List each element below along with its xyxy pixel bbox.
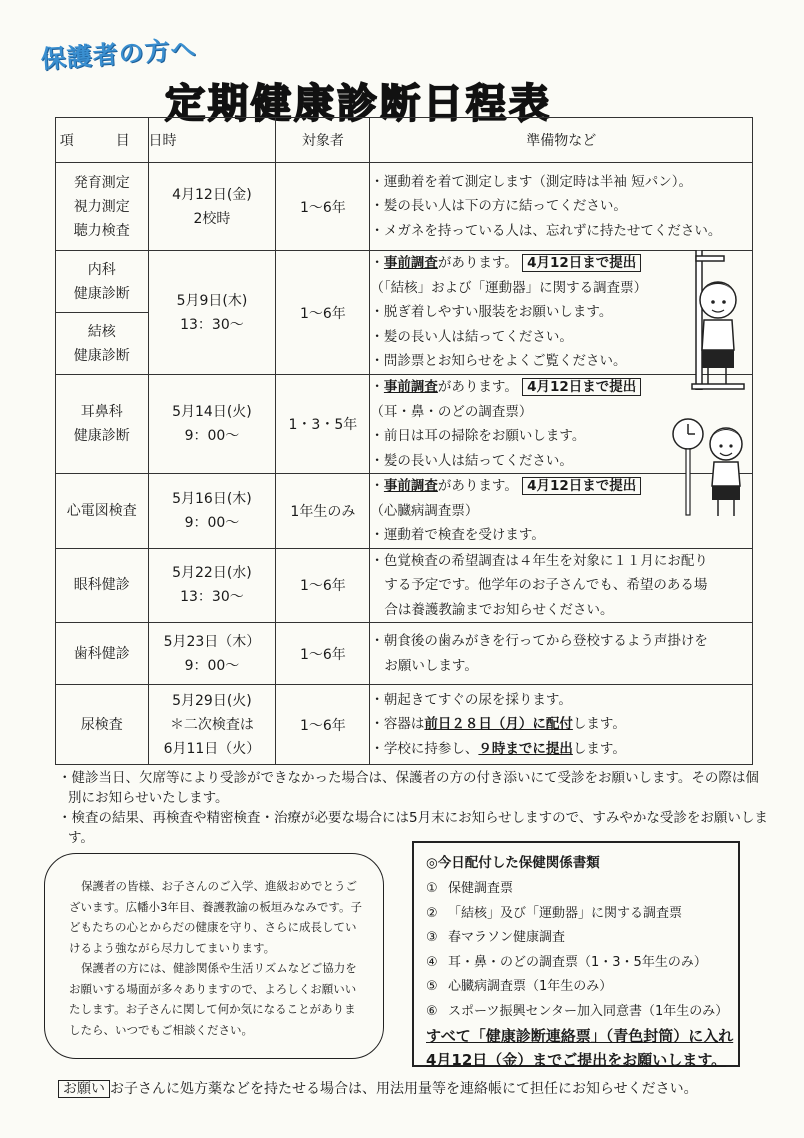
row-target: 1～6年 [276, 251, 370, 375]
row-prep: ・朝食後の歯みがきを行ってから登校するよう声掛けを お願いします。 [370, 623, 753, 685]
header-prep: 準備物など [370, 118, 753, 163]
list-item: ⑥ スポーツ振興センター加入同意書（1年生のみ） [426, 1003, 729, 1019]
row-item: 心電図検査 [56, 474, 149, 549]
header-item: 項 目 [56, 118, 149, 163]
note-item: ・検査の結果、再検査や精密検査・治療が必要な場合には5月末にお知らせしますので、すみやかな受診をお願いします。 [58, 810, 768, 846]
table-row [56, 474, 753, 549]
header-subtitle: 保護者の方へ [39, 34, 198, 75]
schedule-table [55, 117, 753, 765]
request-label: お願い [58, 1080, 110, 1098]
child-height-illustration [688, 250, 754, 390]
row-date: 5月9日(木) 13：30～ [148, 251, 276, 375]
notes [58, 768, 768, 848]
row-date: 5月14日(火) 9：00～ [148, 375, 276, 474]
deadline-badge: 4月12日まで提出 [522, 378, 641, 396]
row-prep: ・運動着を着て測定します（測定時は半袖 短パン）。 ・髪の長い人は下の方に結ってください。 ・メガネを持っている人は、忘れずに持たせてください。 [370, 163, 753, 251]
row-date: 5月29日(火) ＊二次検査は 6月11日（火） [148, 685, 276, 765]
row-target: 1～6年 [276, 685, 370, 765]
row-target: 1～6年 [276, 163, 370, 251]
greeting-paragraph: 保護者の方には、健診関係や生活リズムなどご協力をお願いする場面が多々ありますので、よろしくお願いいたします。お子さんに関して何か気になることがありましたら、いつでもご相談ください。 [69, 961, 357, 1037]
row-date: 5月23日（木） 9：00～ [148, 623, 276, 685]
row-date: 4月12日(金) 2校時 [148, 163, 276, 251]
table-row [56, 375, 753, 474]
table-row [56, 685, 753, 765]
row-item-internal: 内科 健康診断 [56, 251, 149, 313]
row-item: 歯科健診 [56, 623, 149, 685]
row-prep: ・色覚検査の希望調査は４年生を対象に１１月にお配り する予定です。他学年のお子さんでも、希望のある場 合は養護教諭までお知らせください。 [370, 548, 753, 623]
row-prep: ・事前調査があります。 4月12日まで提出 （「結核」および「運動器」に関する調査票） ・脱ぎ着しやすい服装をお願いします。 ・髪の長い人は結ってください。 ・問診票とお知らせをよくご覧ください。 [370, 251, 753, 375]
table-header-row [56, 118, 753, 163]
documents-closing: すべて「健康診断連絡票」（青色封筒）に入れ [426, 1027, 734, 1045]
footer-request [58, 1078, 698, 1098]
row-item: 発育測定 視力測定 聴力検査 [56, 163, 149, 251]
row-date: 5月22日(水) 13：30～ [148, 548, 276, 623]
deadline-badge: 4月12日まで提出 [522, 254, 641, 272]
table-row [56, 251, 753, 313]
list-item: ① 保健調査票 [426, 881, 514, 896]
list-item: ④ 耳・鼻・のどの調査票（1・3・5年生のみ） [426, 954, 707, 970]
row-target: 1・3・5年 [276, 375, 370, 474]
row-item: 眼科健診 [56, 548, 149, 623]
note-item: ・健診当日、欠席等により受診ができなかった場合は、保護者の方の付き添いにて受診をお願いします。その際は個別にお知らせいたします。 [58, 770, 759, 806]
table-row [56, 163, 753, 251]
greeting-paragraph: 保護者の皆様、お子さんのご入学、進級おめでとうございます。広幡小3年目、養護教諭の板垣みなみです。子どもたちの心とからだの健康を守り、さらに成長していけるよう強ながら尽力してまいります。 [69, 879, 362, 955]
row-prep: ・事前調査があります。 4月12日まで提出 （心臓病調査票） ・運動着で検査を受けます。 [370, 474, 753, 549]
clock-child-illustration [668, 412, 754, 522]
row-date: 5月16日(木) 9：00～ [148, 474, 276, 549]
deadline-badge: 4月12日まで提出 [522, 477, 641, 495]
list-item: ② 「結核」及び「運動器」に関する調査票 [426, 905, 683, 921]
row-item: 尿検査 [56, 685, 149, 765]
row-item: 耳鼻科 健康診断 [56, 375, 149, 474]
header-date: 日時 [148, 118, 276, 163]
list-item: ③ 春マラソン健康調査 [426, 930, 566, 945]
list-item: ⑤ 心臓病調査票（1年生のみ） [426, 979, 613, 994]
row-prep: ・朝起きてすぐの尿を採ります。 ・容器は前日２８日（月）に配付します。 ・学校に持参し、９時までに提出します。 [370, 685, 753, 765]
row-target: 1年生のみ [276, 474, 370, 549]
documents-box [412, 841, 740, 1067]
documents-closing: 4月12日（金）までご提出をお願いします。 [426, 1051, 727, 1069]
request-text: お子さんに処方薬などを持たせる場合は、用法用量等を連絡帳にて担任にお知らせください。 [110, 1081, 698, 1097]
table-row [56, 548, 753, 623]
row-item-tb: 結核 健康診断 [56, 313, 149, 375]
documents-title: ◎今日配付した保健関係書類 [426, 855, 600, 871]
greeting-box [44, 853, 384, 1059]
row-target: 1～6年 [276, 623, 370, 685]
header-target: 対象者 [276, 118, 370, 163]
table-row [56, 623, 753, 685]
row-target: 1～6年 [276, 548, 370, 623]
row-prep: ・事前調査があります。 4月12日まで提出 （耳・鼻・のどの調査票） ・前日は耳の掃除をお願いします。 ・髪の長い人は結ってください。 [370, 375, 753, 474]
page-title: 定期健康診断日程表 [165, 81, 552, 127]
